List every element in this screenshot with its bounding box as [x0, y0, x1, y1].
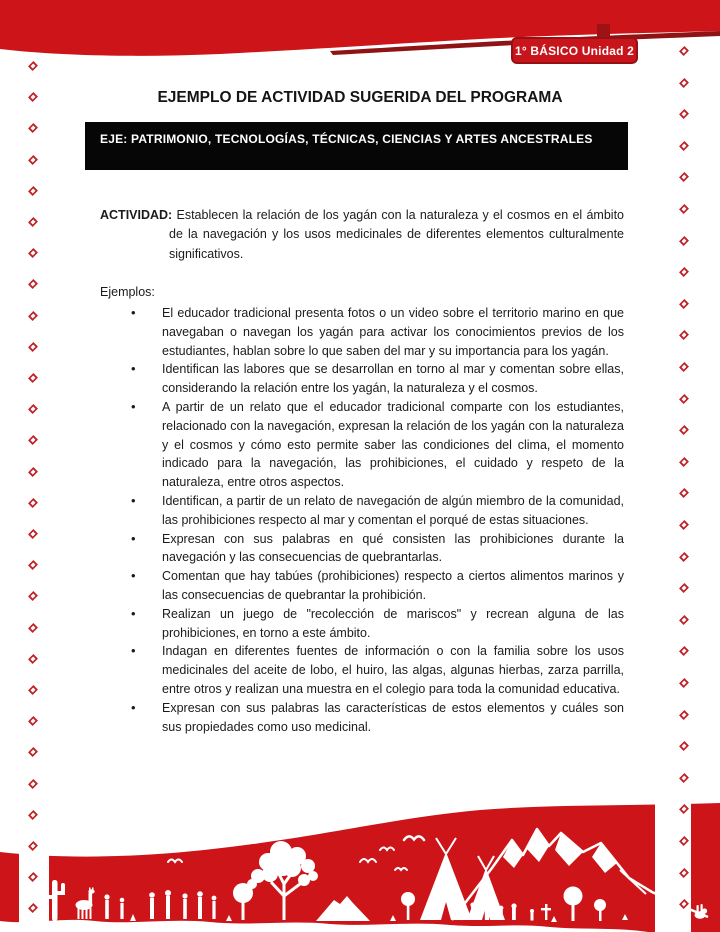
diamond-icon [28, 747, 38, 757]
diamond-icon [679, 362, 689, 372]
eje-banner: EJE: PATRIMONIO, TECNOLOGÍAS, TÉCNICAS, CIENCIAS Y ARTES ANCESTRALES [85, 122, 628, 170]
diamond-icon [28, 342, 38, 352]
diamond-icon [679, 583, 689, 593]
diamond-icon [679, 299, 689, 309]
diamond-icon [679, 425, 689, 435]
diamond-icon [28, 685, 38, 695]
diamond-icon [28, 467, 38, 477]
examples-heading: Ejemplos: [100, 285, 155, 299]
diamond-icon [679, 488, 689, 498]
diamond-icon [28, 217, 38, 227]
diamond-icon [28, 560, 38, 570]
list-item: • Expresan con sus palabras las características de estos elementos y cuáles son sus propiedades como uso medicinal. [100, 699, 624, 737]
diamond-icon [28, 123, 38, 133]
diamond-icon [679, 678, 689, 688]
diamond-icon [679, 172, 689, 182]
diamond-icon [28, 623, 38, 633]
diamond-icon [679, 615, 689, 625]
diamond-icon [28, 435, 38, 445]
footer-illustration [0, 800, 720, 932]
list-item: • Identifican las labores que se desarrollan en torno al mar y comentan sobre ellas, considerando la relación entre los yagán, la naturaleza y el cosmos. [100, 360, 624, 398]
diamond-icon [28, 498, 38, 508]
diamond-icon [679, 394, 689, 404]
examples-list [100, 304, 624, 736]
list-item: • Indagan en diferentes fuentes de información o con la familia sobre los usos medicinales del aceite de lobo, el huiro, las algas, algunas hierbas, zarza parrilla, entre otros y realizan una muestra en el colegio para toda la comunidad educativa. [100, 642, 624, 698]
diamond-icon [28, 373, 38, 383]
diamond-icon [28, 311, 38, 321]
list-item: • Comentan que hay tabúes (prohibiciones) respecto a ciertos alimentos marinos y las consecuencias de quebrantar la prohibición. [100, 567, 624, 605]
list-item: • Identifican, a partir de un relato de navegación de algún miembro de la comunidad, las prohibiciones respecto al mar y comentan el porqué de estas situaciones. [100, 492, 624, 530]
diamond-icon [28, 155, 38, 165]
list-item: • Expresan con sus palabras en qué consisten las prohibiciones durante la navegación y las consecuencias de quebrantarlas. [100, 530, 624, 568]
diamond-icon [28, 186, 38, 196]
diamond-icon [679, 109, 689, 119]
diamond-icon [679, 457, 689, 467]
diamond-icon [28, 404, 38, 414]
diamond-icon [28, 248, 38, 258]
diamond-icon [28, 716, 38, 726]
diamond-icon [28, 591, 38, 601]
unit-badge: 1° BÁSICO Unidad 2 [511, 37, 638, 64]
diamond-icon [28, 779, 38, 789]
diamond-icon [679, 330, 689, 340]
page-title: EJEMPLO DE ACTIVIDAD SUGERIDA DEL PROGRAMA [157, 89, 563, 106]
diamond-icon [679, 741, 689, 751]
diamond-icon [28, 529, 38, 539]
list-item: • A partir de un relato que el educador tradicional comparte con los estudiantes, relacionado con la navegación, expresan la relación de los yagán con la naturaleza y el cosmos y cómo esto permite saber las condiciones del clima, el momento indicado para la navegación, las prohibiciones, el cuidado y respeto de la naturaleza, entre otros aspectos. [100, 398, 624, 492]
diamond-icon [28, 279, 38, 289]
diamond-icon [28, 654, 38, 664]
diamond-icon [679, 204, 689, 214]
diamond-icon [679, 141, 689, 151]
diamond-icon [679, 78, 689, 88]
activity-text: Establecen la relación de los yagán con la naturaleza y el cosmos en el ámbito de la navegación y los usos medicinales de diferentes elementos culturalmente significativos. [169, 208, 624, 261]
diamond-icon [679, 552, 689, 562]
diamond-icon [679, 646, 689, 656]
activity-label: ACTIVIDAD: [100, 208, 173, 222]
diamond-icon [679, 520, 689, 530]
diamond-icon [679, 267, 689, 277]
list-item: • Realizan un juego de "recolección de mariscos" y recrean alguna de las prohibiciones, en torno a este ámbito. [100, 605, 624, 643]
list-item: • El educador tradicional presenta fotos o un video sobre el territorio marino en que navegaban o navegan los yagán para activar los conocimientos previos de los estudiantes, hablan sobre lo que saben del mar y su importancia para los yagán. [100, 304, 624, 360]
diamond-icon [679, 236, 689, 246]
activity-paragraph [100, 206, 624, 264]
diamond-icon [679, 710, 689, 720]
diamond-icon [679, 773, 689, 783]
